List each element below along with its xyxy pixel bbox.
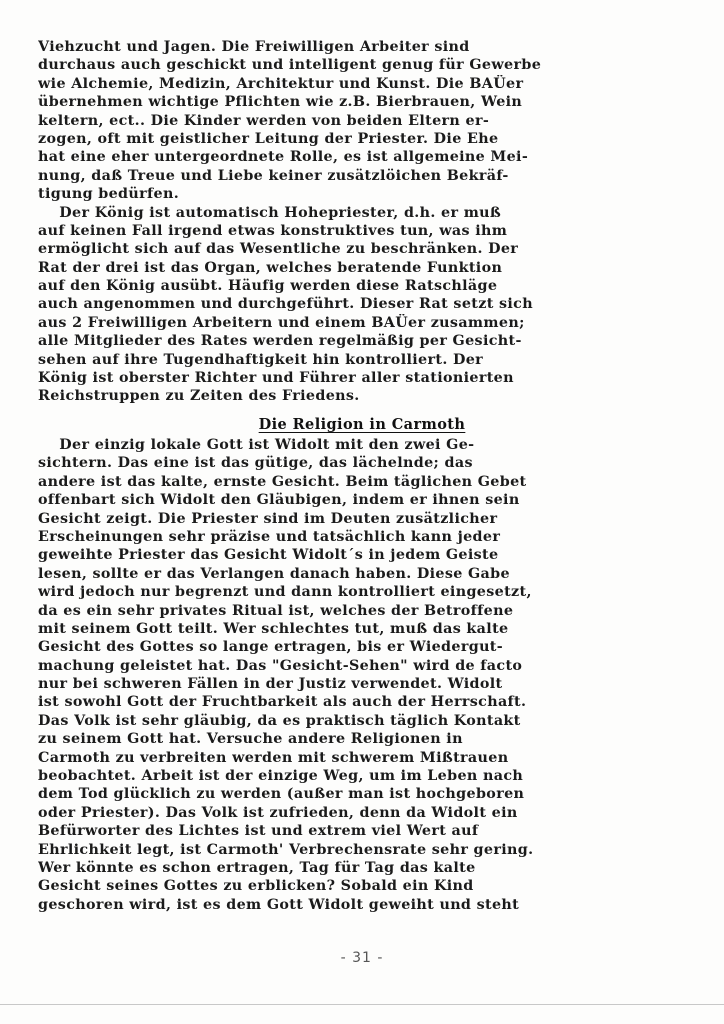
text-line: nung, daß Treue und Liebe keiner zusätzlöichen Bekräf- (38, 167, 509, 184)
text-line: keltern, ect.. Die Kinder werden von beiden Eltern er- (38, 112, 490, 129)
text-line: Der einzig lokale Gott ist Widolt mit den zwei Ge- (38, 437, 475, 453)
text-line: Carmoth zu verbreiten werden mit schwerem Mißtrauen (38, 749, 509, 766)
text-line: Ehrlichkeit legt, ist Carmoth' Verbrechensrate sehr gering. (38, 841, 534, 858)
text-line: auf keinen Fall irgend etwas konstruktives tun, was ihm (38, 222, 508, 239)
text-line: wie Alchemie, Medizin, Architektur und Kunst. Die BAÜer (38, 75, 524, 92)
text-line: mit seinem Gott teilt. Wer schlechtes tut, muß das kalte (38, 620, 509, 637)
text-line: auf den König ausübt. Häufig werden diese Ratschläge (38, 278, 498, 295)
text-line: Das Volk ist sehr gläubig, da es praktisch täglich Kontakt (38, 712, 521, 729)
text-line: ist sowohl Gott der Fruchtbarkeit als auch der Herrschaft. (38, 694, 527, 711)
text-line: geschoren wird, ist es dem Gott Widolt geweiht und steht (38, 896, 520, 913)
page-number: - 31 - (340, 950, 384, 966)
text-line: Viehzucht und Jagen. Die Freiwilligen Arbeiter sind (38, 39, 470, 55)
text-upper (38, 38, 688, 406)
text-line: andere ist das kalte, ernste Gesicht. Beim täglichen Gebet (38, 473, 527, 490)
text-line: geweihte Priester das Gesicht Widolt´s in jedem Geiste (38, 547, 499, 564)
text-line: Der König ist automatisch Hohepriester, d.h. er muß (38, 204, 502, 221)
text-line: machung geleistet hat. Das "Gesicht-Sehen" wird de facto (38, 657, 523, 674)
text-line: tigung bedürfen. (38, 186, 180, 203)
text-line: oder Priester). Das Volk ist zufrieden, denn da Widolt ein (38, 804, 518, 821)
text-line: Rat der drei ist das Organ, welches beratende Funktion (38, 259, 503, 276)
text-line: lesen, sollte er das Verlangen danach haben. Diese Gabe (38, 565, 510, 582)
text-line: wird jedoch nur begrenzt und dann kontrolliert eingesetzt, (38, 584, 532, 601)
text-line: hat eine eher untergeordnete Rolle, es ist allgemeine Mei- (38, 149, 529, 166)
text-line: alle Mitglieder des Rates werden regelmäßig per Gesicht- (38, 333, 522, 350)
text-line: Gesicht seines Gottes zu erblicken? Sobald ein Kind (38, 878, 474, 895)
text-line: auch angenommen und durchgeführt. Dieser Rat setzt sich (38, 296, 533, 313)
text-line: sichtern. Das eine ist das gütige, das lächelnde; das (38, 455, 473, 472)
text-line: Gesicht zeigt. Die Priester sind im Deuten zusätzlicher (38, 510, 498, 527)
text-lower (38, 436, 688, 914)
text-line: Wer könnte es schon ertragen, Tag für Tag das kalte (38, 859, 476, 876)
section-heading: Die Religion in Carmoth (258, 416, 466, 433)
text-line: aus 2 Freiwilligen Arbeitern und einem BAÜer zusammen; (38, 314, 525, 331)
text-line: ermöglicht sich auf das Wesentliche zu beschränken. Der (38, 241, 519, 258)
text-line: Gesicht des Gottes so lange ertragen, bis er Wiedergut- (38, 639, 504, 656)
text-line: König ist oberster Richter und Führer aller stationierten (38, 370, 514, 387)
text-line: Reichstruppen zu Zeiten des Friedens. (38, 388, 360, 405)
text-line: nur bei schweren Fällen in der Justiz verwendet. Widolt (38, 676, 503, 693)
text-line: offenbart sich Widolt den Gläubigen, indem er ihnen sein (38, 492, 520, 509)
text-line: zogen, oft mit geistlicher Leitung der Priester. Die Ehe (38, 130, 499, 147)
text-line: zu seinem Gott hat. Versuche andere Religionen in (38, 731, 463, 748)
text-line: übernehmen wichtige Pflichten wie z.B. Bierbrauen, Wein (38, 94, 523, 111)
scan-edge-line (0, 1004, 724, 1005)
text-line: Erscheinungen sehr präzise und tatsächlich kann jeder (38, 528, 501, 545)
text-line: sehen auf ihre Tugendhaftigkeit hin kontrolliert. Der (38, 351, 484, 368)
text-line: durchaus auch geschickt und intelligent genug für Gewerbe (38, 57, 542, 74)
text-line: da es ein sehr privates Ritual ist, welches der Betroffene (38, 602, 514, 619)
text-line: Befürworter des Lichtes ist und extrem viel Wert auf (38, 823, 479, 840)
text-line: beobachtet. Arbeit ist der einzige Weg, um im Leben nach (38, 768, 524, 785)
text-line: dem Tod glücklich zu werden (außer man ist hochgeboren (38, 786, 525, 803)
